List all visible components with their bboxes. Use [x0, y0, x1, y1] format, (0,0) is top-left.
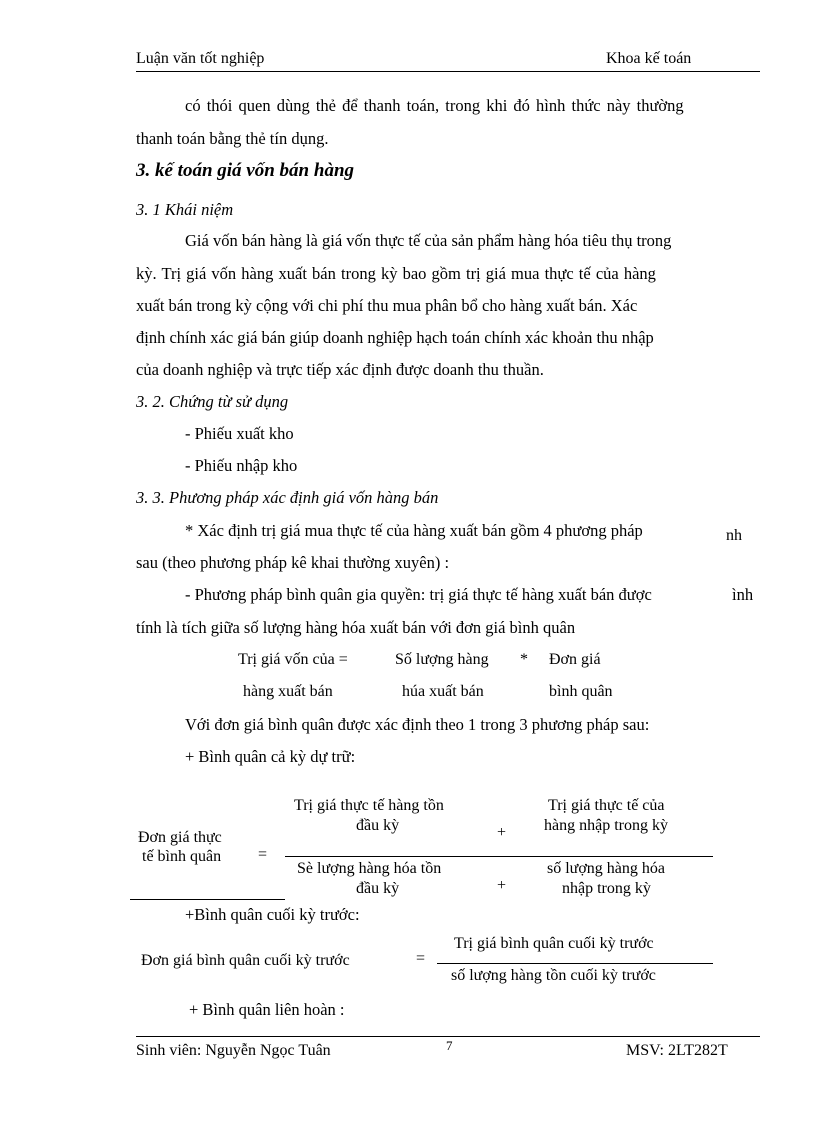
- footer-rule: [136, 1036, 760, 1037]
- formula-lhs: Đơn giá thực: [138, 829, 222, 846]
- formula-operator: *: [520, 651, 528, 668]
- list-item: - Phiếu nhập kho: [185, 456, 298, 475]
- paragraph-line: xuất bán trong kỳ cộng với chi phí thu mua phân bổ cho hàng xuất bán. Xác: [136, 296, 638, 315]
- formula-numerator: đầu kỳ: [356, 817, 400, 834]
- paragraph-line: thanh toán bằng thẻ tín dụng.: [136, 129, 329, 148]
- formula-plus: +: [497, 824, 507, 841]
- paragraph-line: * Xác định trị giá mua thực tế của hàng xuất bán gồm 4 phương pháp: [185, 521, 643, 540]
- method-label: + Bình quân cả kỳ dự trữ:: [185, 747, 356, 766]
- formula-term: Số lượng hàng: [395, 651, 489, 668]
- formula-numerator: Trị giá bình quân cuối kỳ trước: [454, 935, 654, 952]
- header-rule: [136, 71, 760, 72]
- paragraph-line: định chính xác giá bán giúp doanh nghiệp hạch toán chính xác khoản thu nhập: [136, 328, 654, 347]
- subsection-heading: 3. 1 Khái niệm: [136, 200, 234, 219]
- formula-denominator: đầu kỳ: [356, 880, 400, 897]
- paragraph-line: tính là tích giữa số lượng hàng hóa xuất bán với đơn giá bình quân: [136, 618, 576, 637]
- formula-term: húa xuất bán: [402, 683, 484, 700]
- header-right: Khoa kế toán: [606, 50, 692, 67]
- formula-term: Đơn giá: [549, 651, 601, 668]
- fraction-bar: [285, 856, 713, 857]
- method-label: + Bình quân liên hoàn :: [189, 1000, 345, 1019]
- formula-denominator: số lượng hàng tồn cuối kỳ trước: [451, 967, 656, 984]
- formula-term: Trị giá vốn của =: [238, 651, 348, 668]
- header-left: Luận văn tốt nghiệp: [136, 50, 265, 67]
- formula-numerator: Trị giá thực tế hàng tồn: [294, 797, 444, 814]
- paragraph-line: Với đơn giá bình quân được xác định theo 1 trong 3 phương pháp sau:: [185, 715, 650, 734]
- paragraph-line: - Phương pháp bình quân gia quyền: trị giá thực tế hàng xuất bán được: [185, 585, 652, 604]
- subsection-heading: 3. 2. Chứng từ sử dụng: [136, 392, 289, 411]
- method-label: +Bình quân cuối kỳ trước:: [185, 905, 360, 924]
- fraction-bar: [437, 963, 713, 964]
- formula-plus: +: [497, 877, 507, 894]
- divider-line: [130, 899, 285, 900]
- paragraph-line: của doanh nghiệp và trực tiếp xác định được doanh thu thuần.: [136, 360, 544, 379]
- formula-term: hàng xuất bán: [243, 683, 333, 700]
- subsection-heading: 3. 3. Phương pháp xác định giá vốn hàng bán: [136, 488, 439, 507]
- formula-numerator: hàng nhập trong kỳ: [544, 817, 668, 834]
- footer-student-id: MSV: 2LT282T: [626, 1042, 728, 1059]
- paragraph-line: Giá vốn bán hàng là giá vốn thực tế của sản phẩm hàng hóa tiêu thụ trong: [185, 231, 672, 250]
- formula-denominator: Sè lượng hàng hóa tồn: [297, 860, 442, 877]
- formula-denominator: nhập trong kỳ: [562, 880, 651, 897]
- formula-term: bình quân: [549, 683, 613, 700]
- paragraph-fragment: ình: [732, 585, 754, 604]
- footer-student: Sinh viên: Nguyễn Ngọc Tuân: [136, 1042, 331, 1059]
- section-heading: 3. kế toán giá vốn bán hàng: [136, 160, 355, 181]
- formula-lhs: tế bình quân: [142, 848, 222, 865]
- paragraph-line: kỳ. Trị giá vốn hàng xuất bán trong kỳ bao gồm trị giá mua thực tế của hàng: [136, 264, 656, 283]
- formula-lhs: Đơn giá bình quân cuối kỳ trước: [141, 952, 350, 969]
- paragraph-line: sau (theo phương pháp kê khai thường xuyên) :: [136, 553, 450, 572]
- paragraph-line: có thói quen dùng thẻ để thanh toán, trong khi đó hình thức này thường: [185, 96, 684, 115]
- formula-equals: =: [416, 950, 426, 967]
- paragraph-fragment: nh: [726, 527, 742, 544]
- formula-denominator: số lượng hàng hóa: [547, 860, 666, 877]
- formula-equals: =: [258, 846, 268, 863]
- list-item: - Phiếu xuất kho: [185, 424, 294, 443]
- page-number: 7: [446, 1038, 453, 1053]
- formula-numerator: Trị giá thực tế của: [548, 797, 665, 814]
